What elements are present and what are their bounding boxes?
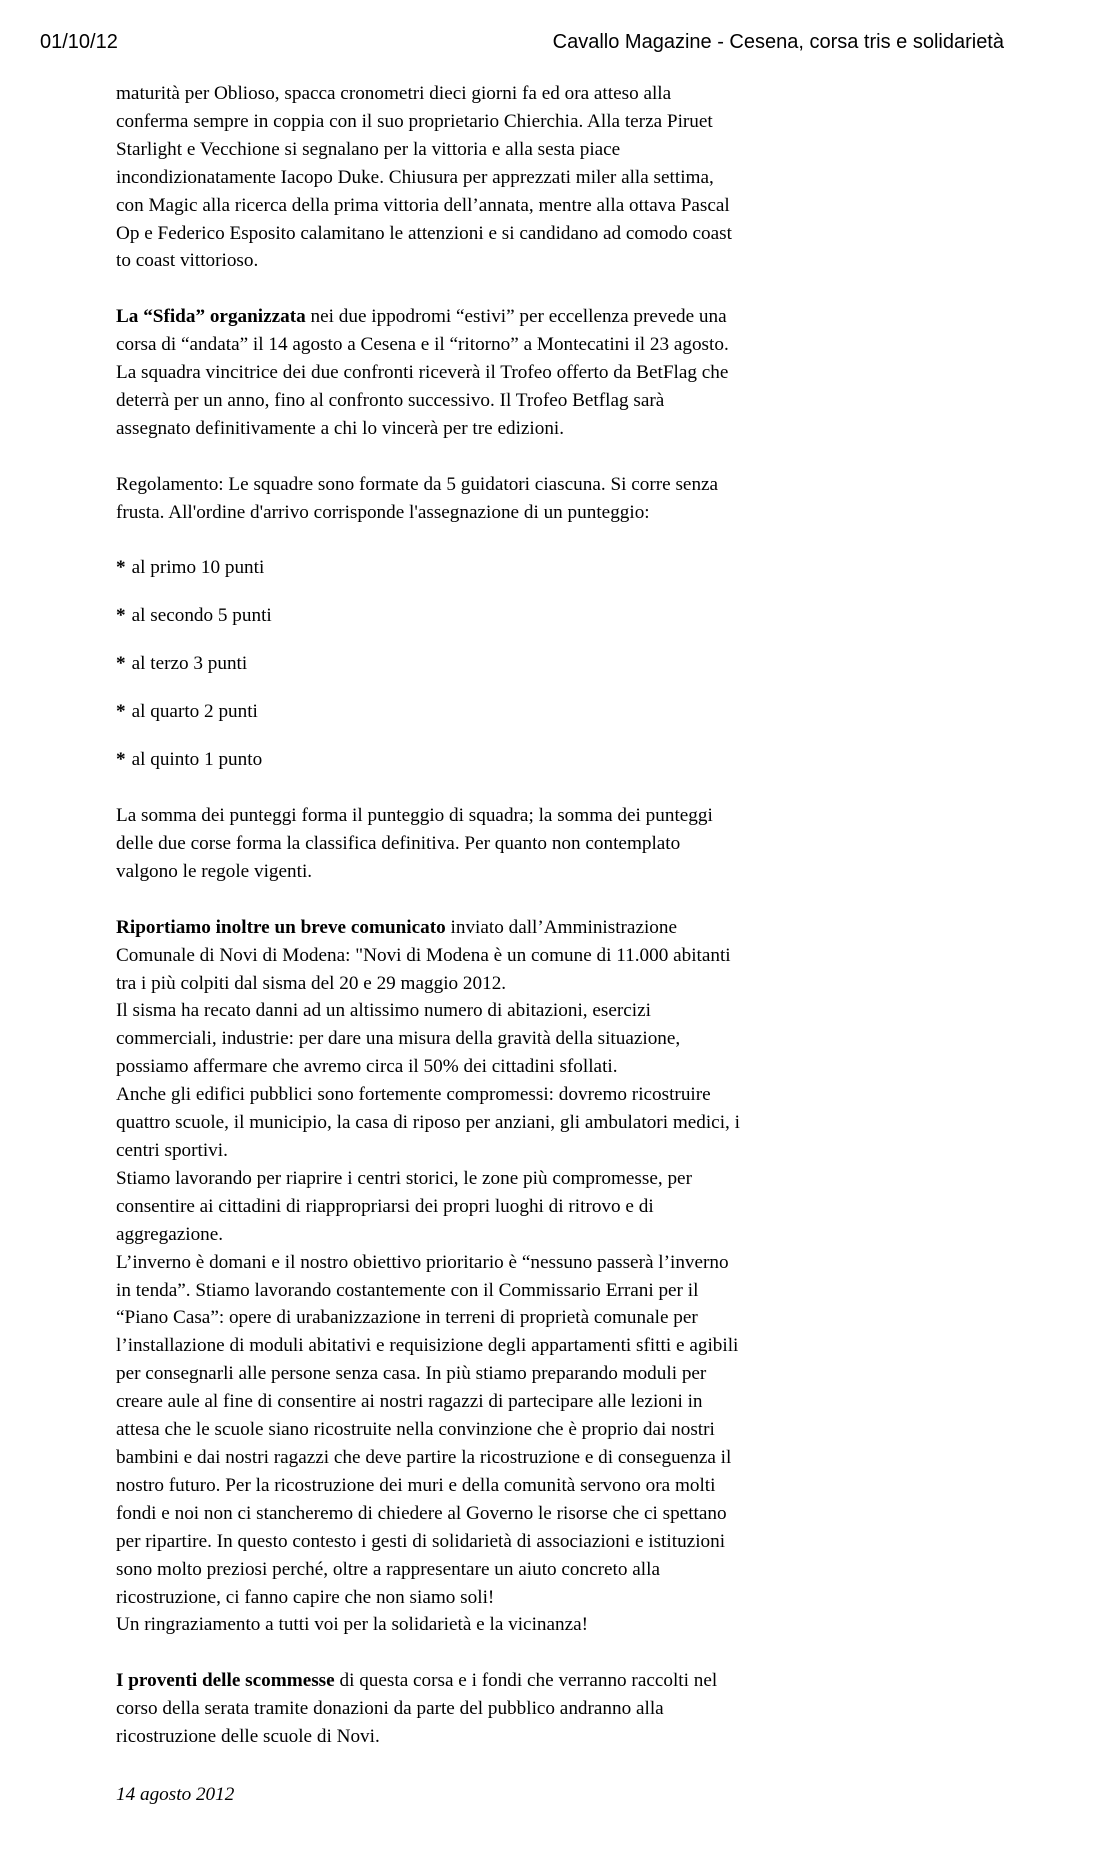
paragraph-intro: maturità per Oblioso, spacca cronometri dieci giorni fa ed ora atteso alla conferma sempre in coppia con il suo proprietario Chierchia. Alla terza Piruet Starlight e Vecchione si segnalano per la vittoria e alla sesta piace incondizionatamente Iacopo Duke. Chiusura per apprezzati miler alla settima, con Magic alla ricerca della prima vittoria dell’annata, mentre alla ottava Pascal Op e Federico Esposito calamitano le attenzioni e si candidano ad comodo coast to coast vittorioso. <box>116 83 732 272</box>
paragraph-text: di questa corsa e i fondi che verranno raccolti nel corso della serata tramite donazioni da parte del pubblico andranno alla ricostruzione delle scuole di Novi. <box>116 1670 718 1748</box>
header-date: 01/10/12 <box>40 31 118 53</box>
paragraph-classifica: La somma dei punteggi forma il punteggio di squadra; la somma dei punteggi delle due corse forma la classifica definitiva. Per quanto non contemplato valgono le regole vigenti. <box>116 805 713 882</box>
paragraph-line: Stiamo lavorando per riaprire i centri storici, le zone più compromesse, per consentire ai cittadini di riappropriarsi dei propri luoghi di ritrovo e di aggregazione. <box>116 1167 692 1245</box>
paragraph-line: L’inverno è domani e il nostro obiettivo prioritario è “nessuno passerà l’inverno in tenda”. Stiamo lavorando costantemente con il Commissario Errani per il “Piano Casa”: opere di urabanizzazione in terreni di proprietà comunale per l’installazione di moduli abitativi e requisizione degli appartamenti sfitti e agibili per consegnarli alle persone senza casa. In più stiamo preparando moduli per creare aule al fine di consentire ai nostri ragazzi di partecipare alle lezioni in attesa che le scuole siano ricostruite nella convinzione che è proprio dai nostri bambini e dai nostri ragazzi che deve partire la ricostruzione e di conseguenza il nostro futuro. Per la ricostruzione dei muri e della comunità servono ora molti fondi e noi non ci stancheremo di chiedere al Governo le risorse che ci spettano per ripartire. In questo contesto i gesti di solidarietà di associazioni e istituzioni sono molto preziosi perché, oltre a rappresentare un aiuto concreto alla ricostruzione, ci fanno capire che non siamo soli! <box>116 1251 739 1608</box>
article-date: 14 agosto 2012 <box>116 1783 235 1805</box>
paragraph-proventi <box>116 1667 741 1751</box>
bullet-marker: * <box>116 653 126 675</box>
paragraph-line: Un ringraziamento a tutti voi per la solidarietà e la vicinanza! <box>116 1614 589 1636</box>
paragraph-lead: I proventi delle scommesse <box>116 1670 335 1692</box>
list-item <box>116 554 741 582</box>
bullet-marker: * <box>116 605 126 627</box>
article-body <box>116 80 741 1837</box>
list-item <box>116 746 741 774</box>
list-item-text: al primo 10 punti <box>131 557 265 579</box>
list-item-text: al terzo 3 punti <box>131 653 248 675</box>
paragraph-regolamento: Regolamento: Le squadre sono formate da 5 guidatori ciascuna. Si corre senza frusta. All'ordine d'arrivo corrisponde l'assegnazione di un punteggio: <box>116 473 719 523</box>
bullet-marker: * <box>116 557 126 579</box>
paragraph-text: nei due ippodromi “estivi” per eccellenza prevede una corsa di “andata” il 14 agosto a Cesena e il “ritorno” a Montecatini il 23 agosto. La squadra vincitrice dei due confronti riceverà il Trofeo offerto da BetFlag che deterrà per un anno, fino al confronto successivo. Il Trofeo Betflag sarà assegnato definitivamente a chi lo vincerà per tre edizioni. <box>116 306 729 439</box>
list-item <box>116 602 741 630</box>
paragraph-line: Il sisma ha recato danni ad un altissimo numero di abitazioni, esercizi commerciali, industrie: per dare una misura della gravità della situazione, possiamo affermare che avremo circa il 50% dei cittadini sfollati. <box>116 1000 681 1078</box>
list-item-text: al quinto 1 punto <box>131 749 263 771</box>
paragraph-text: inviato dall’Amministrazione Comunale di Novi di Modena: "Novi di Modena è un comune di 11.000 abitanti tra i più colpiti dal sisma del 20 e 29 maggio 2012. <box>116 916 731 994</box>
points-list <box>116 554 741 774</box>
paragraph-line: Anche gli edifici pubblici sono fortemente compromessi: dovremo ricostruire quattro scuole, il municipio, la casa di riposo per anziani, gli ambulatori medici, i centri sportivi. <box>116 1084 740 1162</box>
list-item-text: al quarto 2 punti <box>131 701 258 723</box>
list-item-text: al secondo 5 punti <box>131 605 272 627</box>
bullet-marker: * <box>116 701 126 723</box>
paragraph-lead: Riportiamo inoltre un breve comunicato <box>116 916 446 938</box>
list-item <box>116 698 741 726</box>
paragraph-sfida <box>116 303 741 443</box>
page-header <box>40 30 1004 54</box>
header-title: Cavallo Magazine - Cesena, corsa tris e solidarietà <box>552 31 1004 53</box>
list-item <box>116 650 741 678</box>
bullet-marker: * <box>116 749 126 771</box>
paragraph-lead: La “Sfida” organizzata <box>116 306 306 328</box>
paragraph-comunicato <box>116 914 741 1640</box>
